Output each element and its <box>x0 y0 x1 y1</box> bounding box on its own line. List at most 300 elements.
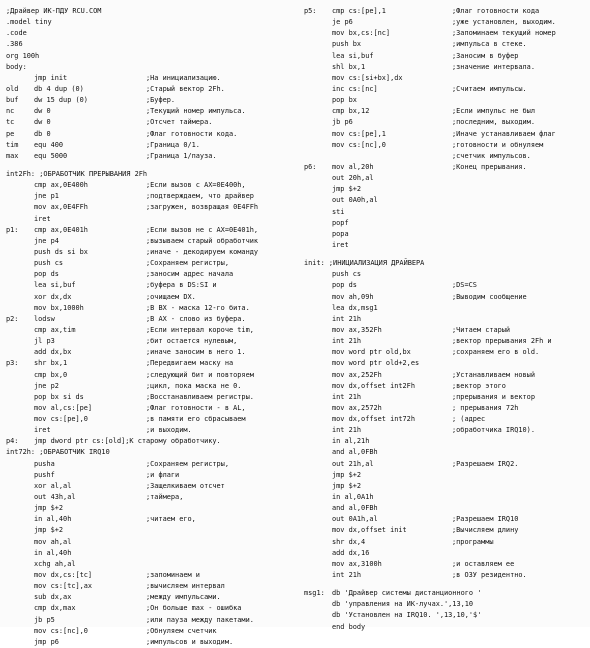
code-instruction: equ 5000 <box>34 151 68 160</box>
code-line <box>304 173 588 184</box>
code-comment: ;Считаем импульсы. <box>452 84 527 93</box>
code-line <box>304 84 588 95</box>
code-line <box>304 392 588 403</box>
code-instruction: mov dx,offset int72h <box>332 415 415 424</box>
code-line <box>304 303 588 314</box>
code-comment: ;Запоминаем текущий номер <box>452 29 556 38</box>
code-comment: ;Флаг готовности кода <box>452 7 540 15</box>
code-comment: ;уже установлен, выходим. <box>452 18 556 27</box>
code-comment: ;вызываем старый обработчик <box>146 236 259 245</box>
code-line <box>6 314 294 325</box>
code-instruction: cmp cs:[pe],1 <box>332 7 386 15</box>
code-line <box>304 525 588 536</box>
code-instruction: out 0A1h,al <box>332 515 378 524</box>
code-instruction: je p6 <box>332 18 353 27</box>
code-instruction: mov bx,1000h <box>34 303 84 312</box>
code-instruction: jmp init <box>34 73 68 82</box>
code-label: p2: <box>6 314 19 323</box>
code-line <box>304 269 588 280</box>
code-instruction: db 'Установлен на IRQ10. ',13,10,'$' <box>332 611 482 620</box>
code-instruction: int 21h <box>332 314 362 323</box>
code-line <box>6 258 294 269</box>
code-line <box>304 28 588 39</box>
code-instruction: cmp dx,max <box>34 604 76 613</box>
code-label: max <box>6 151 19 160</box>
code-line <box>6 51 294 62</box>
code-comment: ; (адрес <box>452 415 486 424</box>
code-instruction: lea si,buf <box>332 51 374 60</box>
code-label: msg1: <box>304 589 325 598</box>
code-line <box>304 229 588 240</box>
code-line <box>6 280 294 291</box>
code-line <box>304 162 588 173</box>
code-comment: ;Флаг готовности кода. <box>146 129 238 138</box>
code-label: p1: <box>6 225 19 234</box>
code-instruction: mov cs:[tc],ax <box>34 582 93 591</box>
code-line <box>304 258 588 269</box>
code-comment: ;буфера в DS:SI и <box>146 281 217 290</box>
code-line <box>304 503 588 514</box>
code-comment: ;DS=CS <box>452 281 477 290</box>
code-line <box>6 247 294 258</box>
code-line <box>304 106 588 117</box>
code-comment: ;значение интервала. <box>452 62 535 71</box>
code-line <box>6 39 294 50</box>
code-line <box>6 236 294 247</box>
code-line <box>6 514 294 525</box>
code-line <box>304 240 588 251</box>
code-line <box>6 570 294 581</box>
code-comment: ;Конец прерывания. <box>452 162 527 171</box>
code-line <box>304 292 588 303</box>
code-line <box>6 615 294 626</box>
code-comment: ;обработчика IRQ10). <box>452 426 535 435</box>
code-line <box>6 358 294 369</box>
code-instruction: mov word ptr old,bx <box>332 348 411 357</box>
code-instruction: end body <box>332 622 366 631</box>
code-line <box>304 129 588 140</box>
code-line <box>304 218 588 229</box>
code-line <box>6 403 294 414</box>
code-line <box>6 191 294 202</box>
code-line <box>304 459 588 470</box>
code-instruction: dw 15 dup (0) <box>34 96 88 105</box>
code-line <box>304 514 588 525</box>
code-instruction: mov cs:[si+bx],dx <box>332 73 403 82</box>
code-instruction: db 'Драйвер системы дистанционного ' <box>332 589 482 598</box>
code-instruction: cmp bx,0 <box>34 370 68 379</box>
code-instruction: jne p2 <box>34 381 59 390</box>
code-comment: ;Он больше max - ошибка <box>146 604 242 613</box>
code-label: tc <box>6 118 15 127</box>
code-comment: ;Разрешаем IRQ2. <box>452 459 519 468</box>
code-line <box>304 347 588 358</box>
code-label: p3: <box>6 359 19 368</box>
code-line <box>304 51 588 62</box>
code-line <box>304 403 588 414</box>
code-instruction: jmp $+2 <box>34 504 64 513</box>
code-line <box>304 314 588 325</box>
code-label: body: <box>6 62 27 71</box>
code-comment: ;иначе - декодируем команду <box>146 247 259 256</box>
code-line <box>6 592 294 603</box>
code-instruction: popf <box>332 218 349 227</box>
code-line <box>304 470 588 481</box>
code-comment: ;цикл, пока маска не 0. <box>146 381 242 390</box>
code-comment: ;таймера, <box>146 493 184 502</box>
code-comment: ;и оставляем ее <box>452 559 515 568</box>
code-comment: ;Читаем старый <box>452 325 511 334</box>
code-instruction: out 21h,al <box>332 459 374 468</box>
code-label: .model tiny <box>6 18 52 27</box>
code-line <box>304 622 588 633</box>
code-comment: ;Отсчет таймера. <box>146 118 213 127</box>
code-line <box>304 447 588 458</box>
code-comment: ;в ОЗУ резидентно. <box>452 571 527 580</box>
code-line <box>6 470 294 481</box>
code-line <box>304 599 588 610</box>
code-comment: ;В AX - слово из буфера. <box>146 314 246 323</box>
code-comment: ;Передвигаем маску на <box>146 359 234 368</box>
code-instruction: mov ax,252Fh <box>332 370 382 379</box>
code-line <box>6 370 294 381</box>
code-instruction: shl bx,1 <box>332 62 366 71</box>
code-line <box>6 459 294 470</box>
code-instruction: pusha <box>34 459 55 468</box>
code-line <box>304 436 588 447</box>
code-instruction: mov word ptr old+2,es <box>332 359 420 368</box>
code-line <box>6 603 294 614</box>
code-instruction: mov al,20h <box>332 162 374 171</box>
code-instruction: jb p5 <box>34 615 55 624</box>
code-line <box>304 548 588 559</box>
code-comment: ;в памяти его сбрасываем <box>146 415 246 424</box>
code-line <box>304 537 588 548</box>
code-instruction: xor dx,dx <box>34 292 72 301</box>
code-instruction: dw 0 <box>34 118 51 127</box>
code-line <box>6 84 294 95</box>
code-instruction: iret <box>34 426 51 435</box>
code-instruction: cmp ax,0E401h <box>34 225 88 234</box>
code-label: org 100h <box>6 51 40 60</box>
code-line <box>6 17 294 28</box>
code-comment: ;Сохраняем регистры, <box>146 459 229 468</box>
code-line <box>304 570 588 581</box>
code-instruction: pushf <box>34 470 55 479</box>
code-line <box>304 581 588 588</box>
code-instruction: lea dx,msg1 <box>332 303 378 312</box>
code-line <box>304 117 588 128</box>
code-instruction: jl p3 <box>34 337 55 346</box>
code-comment: ;следующий бит и повторяем <box>146 370 254 379</box>
code-comment: ;Если импульс не был <box>452 107 535 116</box>
code-instruction: sub dx,ax <box>34 593 72 602</box>
code-comment: ;последним, выходим. <box>452 118 535 127</box>
code-instruction: add dx,16 <box>332 548 370 557</box>
code-line <box>304 425 588 436</box>
code-label: p4: <box>6 437 19 446</box>
code-instruction: in al,0A1h <box>332 493 374 502</box>
code-line <box>6 347 294 358</box>
code-comment: ;Если вызов с AX=0E400h, <box>146 181 246 190</box>
code-instruction: and al,0FBh <box>332 448 378 457</box>
code-instruction: shr dx,4 <box>332 537 366 546</box>
code-instruction: mov ah,09h <box>332 292 374 301</box>
code-instruction: jmp p6 <box>34 637 59 646</box>
code-line <box>6 381 294 392</box>
code-line <box>6 162 294 169</box>
code-instruction: mov ax,0E4FFh <box>34 203 88 212</box>
code-instruction: shr bx,1 <box>34 359 68 368</box>
code-line <box>6 436 294 447</box>
code-comment: ;и выходим. <box>146 426 192 435</box>
code-instruction: jne p4 <box>34 236 59 245</box>
code-line <box>304 151 588 162</box>
code-line <box>304 414 588 425</box>
code-label: buf <box>6 96 19 105</box>
code-comment: ;программы <box>452 537 494 546</box>
code-line <box>304 481 588 492</box>
code-label: .386 <box>6 40 23 49</box>
code-instruction: db 4 dup (0) <box>34 84 84 93</box>
code-line <box>6 269 294 280</box>
code-instruction: inc cs:[nc] <box>332 84 378 93</box>
code-comment: ;или пауза между пакетами. <box>146 615 254 624</box>
code-instruction: out 0A0h,al <box>332 196 378 205</box>
code-line <box>6 28 294 39</box>
code-line <box>304 492 588 503</box>
code-instruction: add dx,bx <box>34 348 72 357</box>
code-label: tim <box>6 140 19 149</box>
code-line <box>304 559 588 570</box>
code-instruction: popa <box>332 229 349 238</box>
code-instruction: push cs <box>34 259 64 268</box>
code-line <box>6 106 294 117</box>
code-instruction: cmp bx,12 <box>332 107 370 116</box>
code-instruction: dw 0 <box>34 107 51 116</box>
code-line <box>304 381 588 392</box>
code-instruction: pop bx si ds <box>34 392 84 401</box>
code-comment: ;Граница 0/1. <box>146 140 200 149</box>
code-line <box>6 637 294 648</box>
code-instruction: in al,40h <box>34 515 72 524</box>
code-instruction: pop bx <box>332 96 357 105</box>
code-line <box>304 17 588 28</box>
code-line <box>6 62 294 73</box>
code-instruction: out 43h,al <box>34 493 76 502</box>
code-instruction: db 'управления на ИК-лучах.',13,10 <box>332 600 474 609</box>
code-label: init: ;ИНИЦИАЛИЗАЦИЯ ДРАЙВЕРА <box>304 259 425 268</box>
code-line <box>6 537 294 548</box>
code-label: nc <box>6 107 15 116</box>
code-instruction: db 0 <box>34 129 51 138</box>
code-instruction: mov cs:[pe],0 <box>34 415 88 424</box>
code-instruction: jmp $+2 <box>332 185 362 194</box>
code-line <box>6 392 294 403</box>
code-instruction: mov dx,offset init <box>332 526 407 535</box>
code-comment: ;Граница 1/пауза. <box>146 151 217 160</box>
code-line <box>6 626 294 637</box>
code-line <box>6 492 294 503</box>
code-comment: ;иначе заносим в него 1. <box>146 348 246 357</box>
code-comment: ;Восстанавливаем регистры. <box>146 392 254 401</box>
code-line <box>304 184 588 195</box>
code-line <box>6 325 294 336</box>
code-label: p5: <box>304 7 317 15</box>
code-instruction: in al,21h <box>332 437 370 446</box>
code-instruction: push cs <box>332 270 362 279</box>
code-instruction: jmp $+2 <box>332 481 362 490</box>
code-instruction: pop ds <box>34 270 59 279</box>
code-comment: ;импульса в стеке. <box>452 40 527 49</box>
code-instruction: and al,0FBh <box>332 504 378 513</box>
code-comment: ;Если интервал короче tim, <box>146 325 254 334</box>
code-line <box>6 151 294 162</box>
code-line <box>304 195 588 206</box>
code-comment: ;Флаг готовности - в AL, <box>146 403 246 412</box>
code-comment: ;Вычисляем длину <box>452 526 519 535</box>
code-comment: ;сохраняем его в old. <box>452 348 540 357</box>
code-line <box>6 129 294 140</box>
code-line <box>304 251 588 258</box>
code-label: ;Драйвер ИК-ПДУ RCU.COM <box>6 7 102 15</box>
code-comment: ;Защелкиваем отсчет <box>146 481 225 490</box>
code-comment: ;Заносим в буфер <box>452 51 519 60</box>
code-line <box>6 548 294 559</box>
code-comment: ;готовности и обнуляем <box>452 140 544 149</box>
code-line <box>6 180 294 191</box>
code-line <box>304 358 588 369</box>
code-line <box>6 214 294 225</box>
code-instruction: jmp dword ptr cs:[old];К старому обработчику. <box>34 437 221 446</box>
code-comment: ;подтверждаем, что драйвер <box>146 192 254 201</box>
code-comment: ;вычисляем интервал <box>146 582 225 591</box>
code-instruction: push ds si bx <box>34 247 88 256</box>
code-instruction: mov ax,352Fh <box>332 325 382 334</box>
code-instruction: mov cs:[nc],0 <box>332 140 386 149</box>
code-line <box>304 6 588 17</box>
code-line <box>6 202 294 213</box>
code-instruction: iret <box>34 214 51 223</box>
code-label: .code <box>6 29 27 38</box>
code-line <box>6 303 294 314</box>
code-instruction: lea si,buf <box>34 281 76 290</box>
code-instruction: jmp $+2 <box>332 470 362 479</box>
code-line <box>6 503 294 514</box>
code-label: pe <box>6 129 15 138</box>
code-label: p6: <box>304 162 317 171</box>
code-instruction: int 21h <box>332 426 362 435</box>
code-instruction: int 21h <box>332 571 362 580</box>
code-line <box>6 559 294 570</box>
code-line <box>304 39 588 50</box>
code-instruction: mov al,cs:[pe] <box>34 403 93 412</box>
code-instruction: sti <box>332 207 345 216</box>
code-line <box>304 95 588 106</box>
code-label: old <box>6 84 19 93</box>
code-instruction: mov ax,2572h <box>332 403 382 412</box>
code-comment: ;Если вызов не с AX=0E401h, <box>146 225 259 234</box>
code-instruction: cmp ax,0E400h <box>34 181 88 190</box>
code-instruction: jb p6 <box>332 118 353 127</box>
code-comment: ;Обнуляем счетчик <box>146 626 217 635</box>
code-line <box>6 336 294 347</box>
code-instruction: lodsw <box>34 314 55 323</box>
code-line <box>6 447 294 458</box>
code-comment: ;и флаги <box>146 470 180 479</box>
code-comment: ;прерывания и вектор <box>452 392 535 401</box>
code-line <box>304 140 588 151</box>
code-line <box>6 414 294 425</box>
code-instruction: mov dx,cs:[tc] <box>34 571 93 580</box>
code-instruction: equ 400 <box>34 140 64 149</box>
code-line <box>6 225 294 236</box>
code-comment: ;На инициализацию. <box>146 73 221 82</box>
code-instruction: pop ds <box>332 281 357 290</box>
code-instruction: jmp $+2 <box>34 526 64 535</box>
code-comment: ;заносим адрес начала <box>146 270 234 279</box>
code-line <box>6 525 294 536</box>
listing-column-left <box>6 6 294 648</box>
code-instruction: in al,40h <box>34 548 72 557</box>
code-comment: ;Старый вектор 2Fh. <box>146 84 225 93</box>
code-instruction: jne p1 <box>34 192 59 201</box>
code-comment: ;счетчик импульсов. <box>452 151 531 160</box>
code-line <box>304 588 588 599</box>
code-instruction: iret <box>332 240 349 249</box>
code-line <box>304 280 588 291</box>
code-comment: ;Выводим сообщение <box>452 292 527 301</box>
code-line <box>6 117 294 128</box>
code-instruction: mov cs:[pe],1 <box>332 129 386 138</box>
code-comment: ; прерывания 72h <box>452 403 519 412</box>
code-comment: ;запоминаем и <box>146 571 200 580</box>
code-line <box>304 207 588 218</box>
code-instruction: mov dx,offset int2Fh <box>332 381 415 390</box>
code-comment: ;загружен, возвращая 0E4FFh <box>146 203 259 212</box>
code-instruction: mov cs:[nc],0 <box>34 626 88 635</box>
code-instruction: push bx <box>332 40 362 49</box>
code-line <box>6 95 294 106</box>
code-line <box>6 169 294 180</box>
code-line <box>6 481 294 492</box>
code-comment: ;бит остается нулевым, <box>146 337 238 346</box>
listing-column-right <box>304 6 588 633</box>
code-comment: ;читаем его, <box>146 515 196 524</box>
code-line <box>6 425 294 436</box>
code-line <box>304 336 588 347</box>
code-comment: ;Сохраняем регистры, <box>146 259 229 268</box>
code-instruction: int 21h <box>332 392 362 401</box>
code-line <box>6 6 294 17</box>
code-instruction: xor al,al <box>34 481 72 490</box>
code-comment: ;вектор прерывания 2Fh и <box>452 337 552 346</box>
code-line <box>6 581 294 592</box>
code-comment: ;Иначе устанавливаем флаг <box>452 129 556 138</box>
code-line <box>304 610 588 621</box>
code-comment: ;Текущий номер импульса. <box>146 107 246 116</box>
code-comment: ;Буфер. <box>146 96 176 105</box>
code-line <box>6 140 294 151</box>
code-instruction: out 20h,al <box>332 174 374 183</box>
code-instruction: mov ax,3100h <box>332 559 382 568</box>
code-label: int2Fh: ;ОБРАБОТЧИК ПРЕРЫВАНИЯ 2Fh <box>6 169 148 178</box>
code-line <box>304 73 588 84</box>
code-comment: ;очищаем DX. <box>146 292 196 301</box>
code-line <box>6 292 294 303</box>
code-line <box>6 73 294 84</box>
code-line <box>304 370 588 381</box>
